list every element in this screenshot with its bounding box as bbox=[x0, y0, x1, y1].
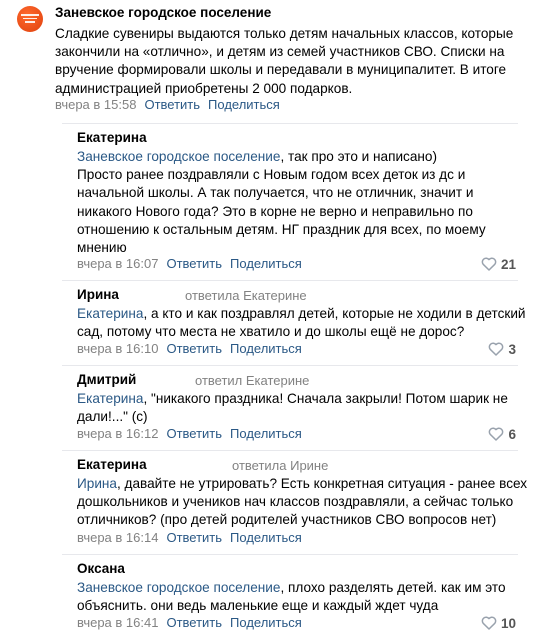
main-comment bbox=[0, 0, 536, 116]
divider bbox=[62, 123, 518, 124]
reply-button[interactable]: Ответить bbox=[166, 426, 223, 441]
share-button[interactable]: Поделиться bbox=[208, 97, 280, 112]
share-button[interactable]: Поделиться bbox=[230, 256, 302, 271]
mention-link[interactable]: Заневское городское поселение bbox=[77, 149, 281, 164]
divider bbox=[62, 554, 518, 555]
avatar[interactable] bbox=[17, 6, 43, 32]
like-count: 3 bbox=[508, 341, 516, 357]
mention-link[interactable]: Ирина bbox=[77, 476, 117, 491]
reply-time[interactable]: вчера в 16:10 bbox=[77, 341, 159, 356]
share-button[interactable]: Поделиться bbox=[230, 615, 302, 630]
reply-meta bbox=[77, 615, 302, 630]
reply-author[interactable]: Ирина bbox=[77, 287, 119, 302]
heart-outline-icon bbox=[481, 257, 497, 271]
like-count: 6 bbox=[508, 426, 516, 442]
like-button[interactable] bbox=[488, 425, 516, 443]
reply-text: Екатерина, а кто и как поздравлял детей, которые не ходили в детский сад, потому что места не хватило и до школы ещё не дорос? bbox=[77, 306, 526, 340]
like-count: 10 bbox=[500, 615, 516, 631]
share-button[interactable]: Поделиться bbox=[230, 341, 302, 356]
reply-to-label[interactable]: ответила Ирине bbox=[232, 458, 329, 473]
reply-author[interactable]: Оксана bbox=[77, 561, 125, 576]
mention-link[interactable]: Екатерина bbox=[77, 391, 144, 406]
reply-time[interactable]: вчера в 16:14 bbox=[77, 530, 159, 545]
reply-button[interactable]: Ответить bbox=[144, 97, 201, 112]
reply-author[interactable]: Дмитрий bbox=[77, 372, 137, 387]
reply-meta bbox=[77, 426, 302, 441]
reply-button[interactable]: Ответить bbox=[166, 256, 223, 271]
reply-time[interactable]: вчера в 16:07 bbox=[77, 256, 159, 271]
reply-author[interactable]: Екатерина bbox=[77, 130, 147, 145]
like-button[interactable] bbox=[488, 340, 516, 358]
reply-meta bbox=[77, 341, 302, 356]
reply-text: Заневское городское поселение, так про это и написано) Просто ранее поздравляли с Новым годом всех деток из дс и начальной школы. А так получается, что не отличник, значит и никакого Нового года? Это в корне не верно и неправильно по отношению к остальным детям. НГ праздник для всех, по моему мнению bbox=[77, 149, 486, 256]
reply-to-label[interactable]: ответила Екатерине bbox=[185, 288, 307, 303]
reply-author[interactable]: Екатерина bbox=[77, 457, 147, 472]
reply-button[interactable]: Ответить bbox=[166, 530, 223, 545]
reply-text: Екатерина, "никакого праздника! Сначала закрыли! Потом шарик не дали!..." (с) bbox=[77, 391, 508, 425]
divider bbox=[62, 365, 518, 366]
reply-to-label[interactable]: ответил Екатерине bbox=[195, 373, 310, 388]
reply-text: Ирина, давайте не утрировать? Есть конкретная ситуация - ранее всех дошкольников и учеников нач классов поздравляли, а сейчас только отличников? (про детей родителей участников СВО вопросов нет) bbox=[77, 476, 528, 528]
share-button[interactable]: Поделиться bbox=[230, 530, 302, 545]
like-button[interactable] bbox=[481, 255, 516, 273]
like-count: 21 bbox=[500, 256, 516, 272]
reply-meta bbox=[77, 256, 302, 271]
heart-outline-icon bbox=[488, 427, 504, 441]
comment-meta bbox=[55, 97, 280, 112]
reply-button[interactable]: Ответить bbox=[166, 341, 223, 356]
reply-button[interactable]: Ответить bbox=[166, 615, 223, 630]
comment-author[interactable]: Заневское городское поселение bbox=[55, 5, 272, 20]
divider bbox=[62, 280, 518, 281]
heart-outline-icon bbox=[481, 616, 497, 630]
reply-meta bbox=[77, 530, 302, 545]
like-button[interactable] bbox=[481, 614, 516, 632]
reply-time[interactable]: вчера в 16:41 bbox=[77, 615, 159, 630]
mention-link[interactable]: Екатерина bbox=[77, 306, 144, 321]
heart-outline-icon bbox=[488, 342, 504, 356]
reply-time[interactable]: вчера в 16:12 bbox=[77, 426, 159, 441]
comment-time[interactable]: вчера в 15:58 bbox=[55, 97, 137, 112]
comment-text: Сладкие сувениры выдаются только детям начальных классов, которые закончили на «отлично», и детям из семей участников СВО. Списки на вручение формировали школы и передавали в муниципалитет. В итоге администрацией приобретены 2 000 подарков. bbox=[55, 26, 514, 96]
reply-text: Заневское городское поселение, плохо разделять детей. как им это объяснить. они ведь маленькие еще и каждый ждет чуда bbox=[77, 580, 506, 614]
share-button[interactable]: Поделиться bbox=[230, 426, 302, 441]
mention-link[interactable]: Заневское городское поселение bbox=[77, 580, 281, 595]
divider bbox=[62, 450, 518, 451]
